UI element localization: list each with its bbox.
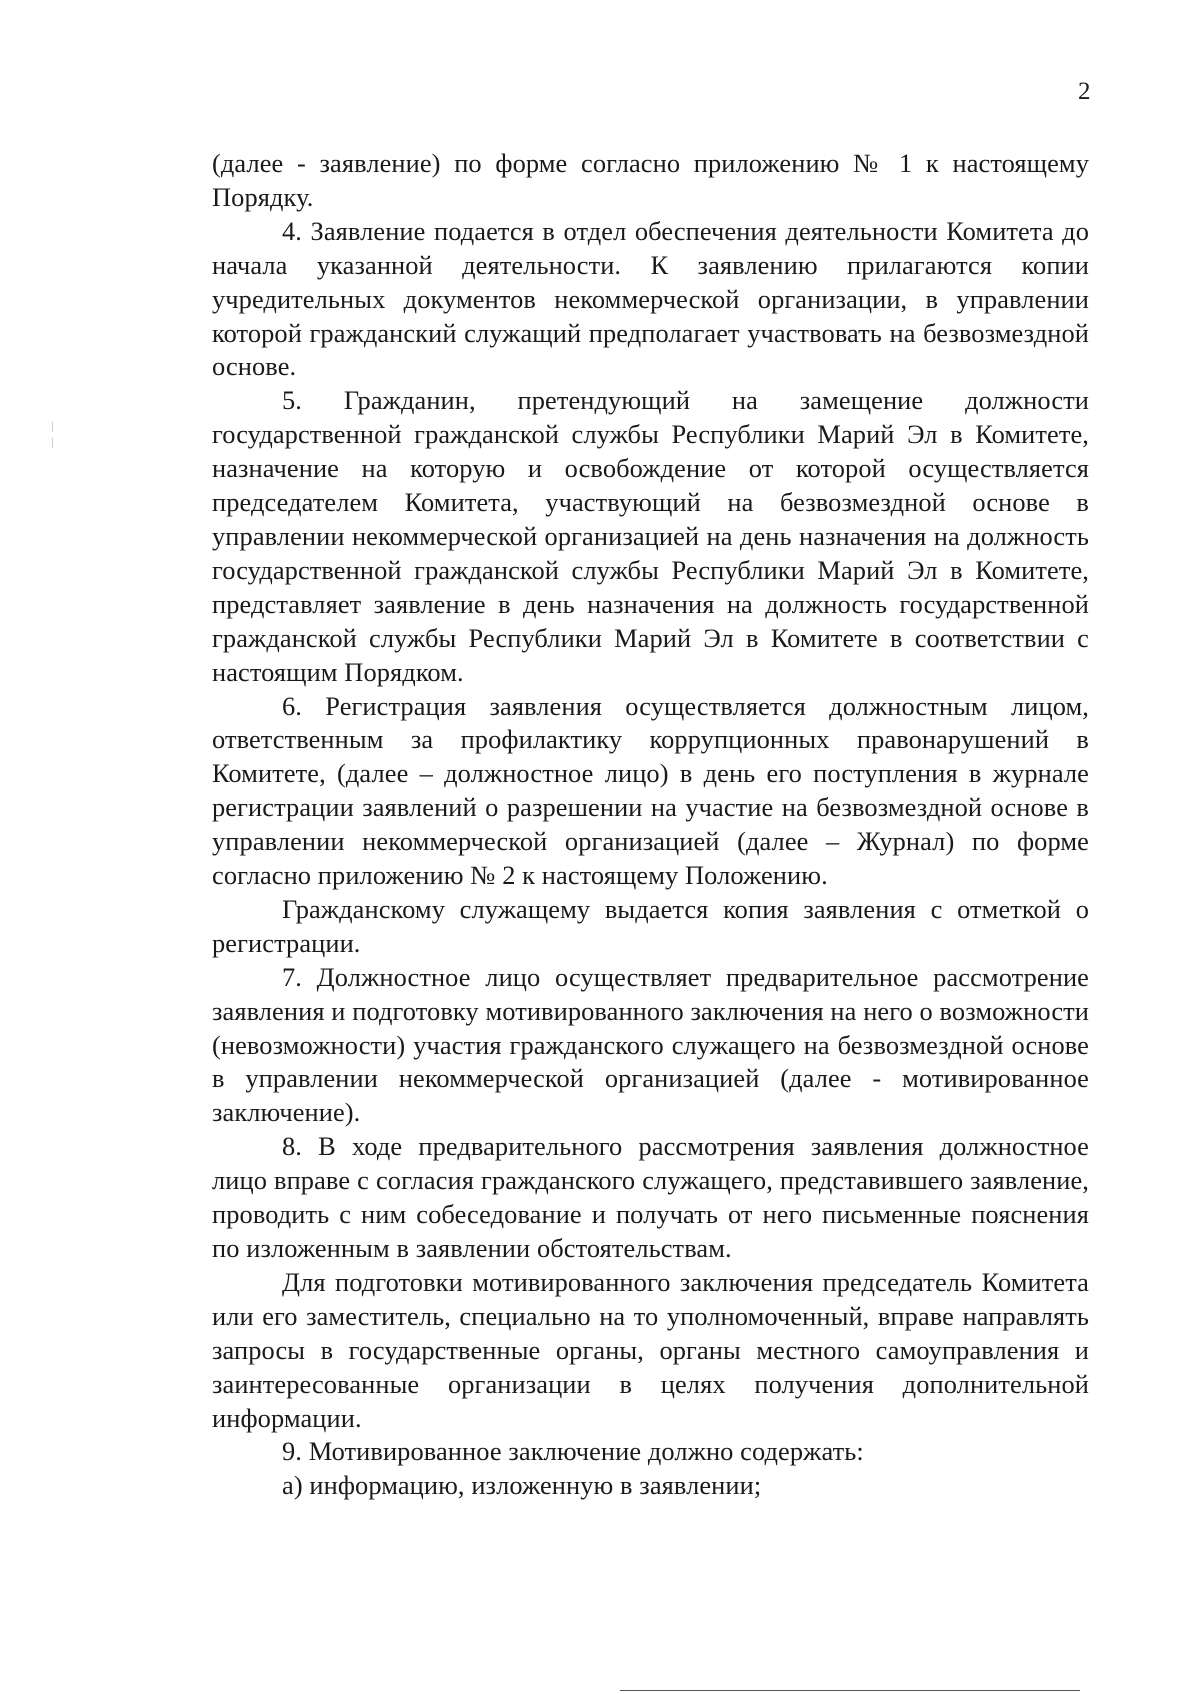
paragraph-4: 4. Заявление подается в отдел обеспечения деятельности Комитета до начала указанной деятельности. К заявлению прилагаются копии учредительных документов некоммерческой организации, в управлении которой гражданский служащий предполагает участвовать на безвозмездной основе. bbox=[212, 215, 1089, 382]
paragraph-7: 7. Должностное лицо осуществляет предварительное рассмотрение заявления и подготовку мотивированного заключения на него о возможности (невозможности) участия гражданского служащего на безвозмездной основе в управлении некоммерческой организацией (далее - мотивированное заключение). bbox=[212, 961, 1089, 1128]
scan-speck bbox=[52, 422, 53, 432]
paragraph-8-requests: Для подготовки мотивированного заключения председатель Комитета или его заместитель, специально на то уполномоченный, вправе направлять запросы в государственные органы, органы местного самоуправления и заинтересованные организации в целях получения дополнительной информации. bbox=[212, 1266, 1089, 1433]
paragraph-5: 5. Гражданин, претендующий на замещение должности государственной гражданской службы Республики Марий Эл в Комитете, назначение на которую и освобождение от которой осуществляется председателем Комитета, участвующий на безвозмездной основе в управлении некоммерческой организацией на день назначения на должность государственной гражданской службы Республики Марий Эл в Комитете, представляет заявление в день назначения на должность государственной гражданской службы Республики Марий Эл в Комитете в соответствии с настоящим Порядком. bbox=[212, 385, 1089, 687]
page-number: 2 bbox=[1078, 78, 1091, 105]
scan-speck bbox=[52, 438, 53, 448]
scan-edge-line bbox=[620, 1690, 1080, 1691]
paragraph-6: 6. Регистрация заявления осуществляется должностным лицом, ответственным за профилактику коррупционных правонарушений в Комитете, (далее – должностное лицо) в день его поступления в журнале регистрации заявлений о разрешении на участие на безвозмездной основе в управлении некоммерческой организацией (далее – Журнал) по форме согласно приложению № 2 к настоящему Положению. bbox=[212, 690, 1089, 891]
paragraph-8: 8. В ходе предварительного рассмотрения заявления должностное лицо вправе с согласия гражданского служащего, представившего заявление, проводить с ним собеседование и получать от него письменные пояснения по изложенным в заявлении обстоятельствам. bbox=[212, 1131, 1089, 1263]
paragraph-continuation: (далее - заявление) по форме согласно приложению № 1 к настоящему Порядку. bbox=[212, 148, 1089, 212]
paragraph-9a: а) информацию, изложенную в заявлении; bbox=[282, 1470, 762, 1501]
document-body bbox=[212, 147, 1089, 1503]
paragraph-6-copy-note: Гражданскому служащему выдается копия заявления с отметкой о регистрации. bbox=[212, 893, 1089, 958]
paragraph-9: 9. Мотивированное заключение должно содержать: bbox=[282, 1436, 864, 1467]
